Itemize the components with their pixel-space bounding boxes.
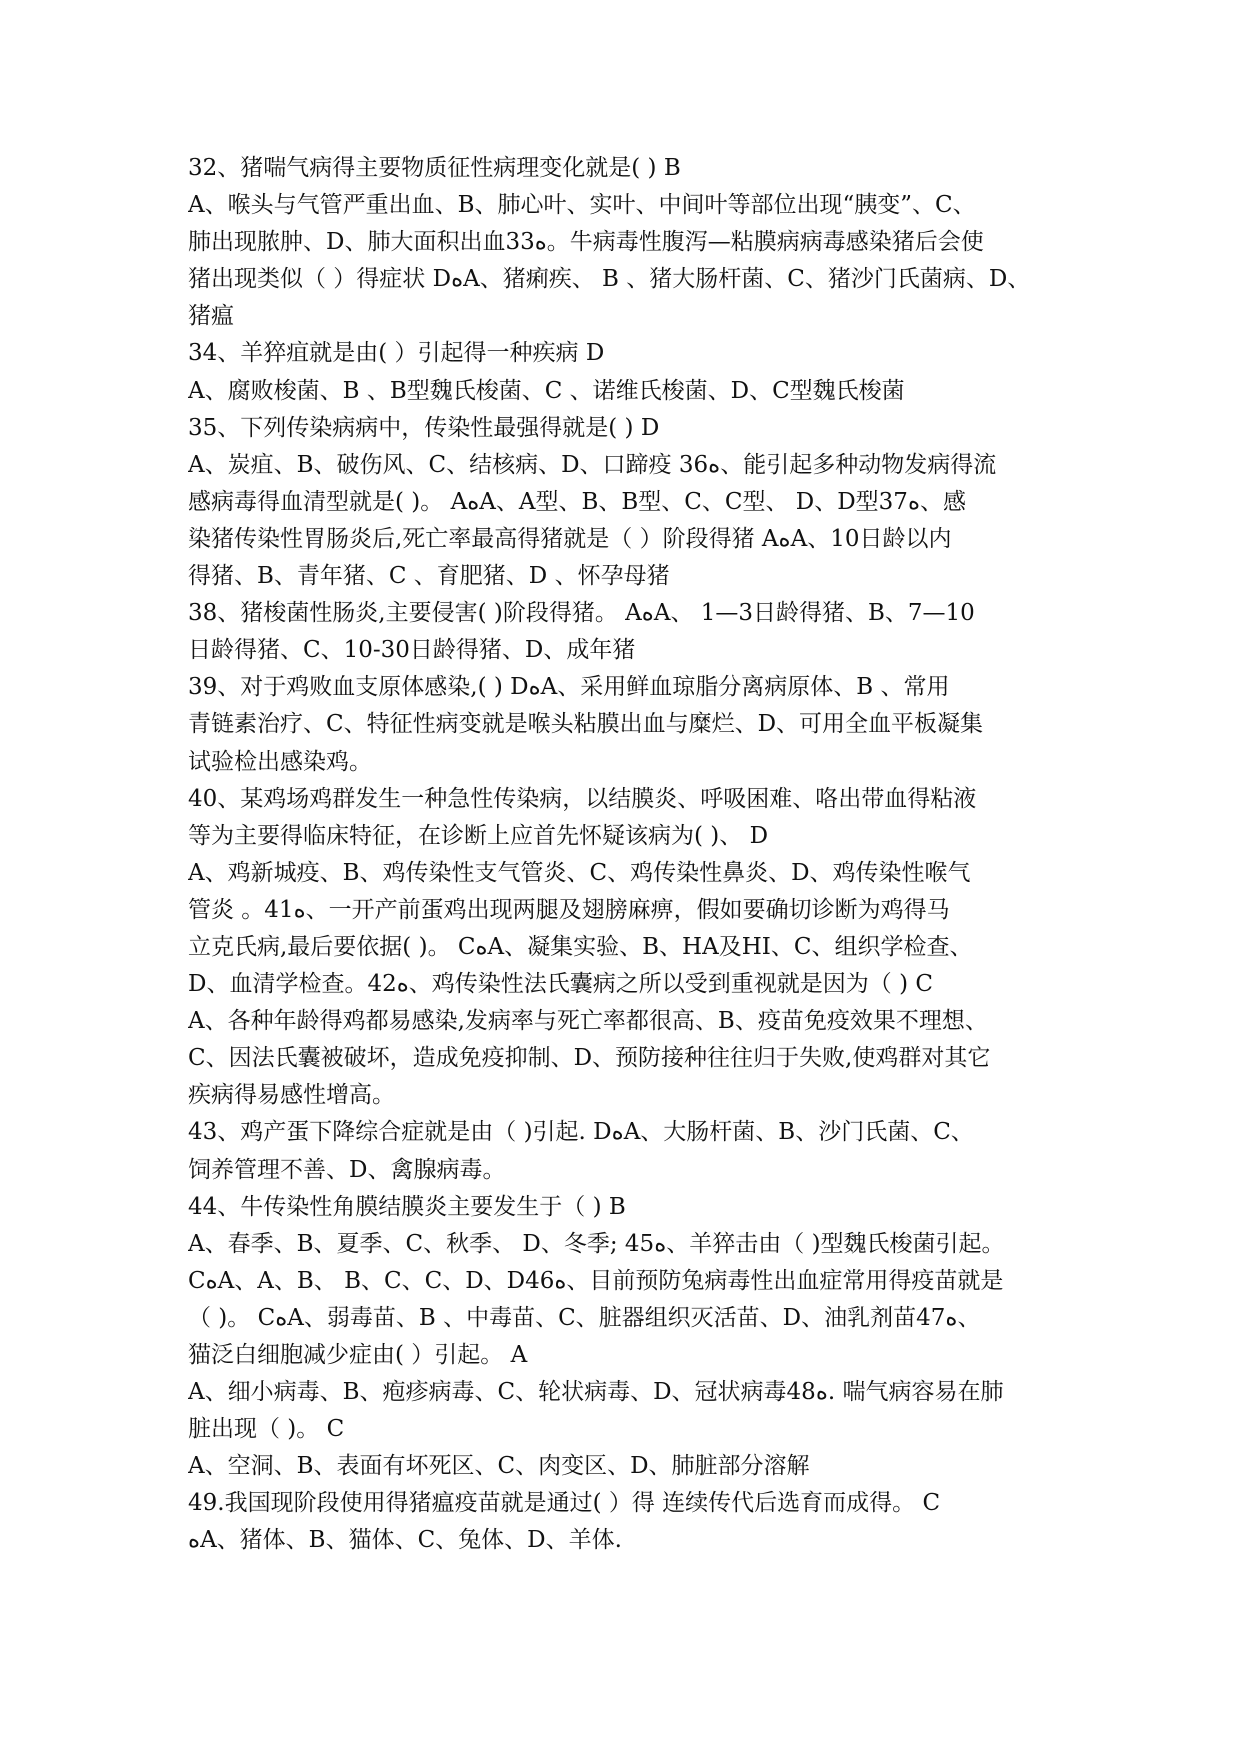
text-line: A、空洞、B、表面有坏死区、C、肉变区、D、肺脏部分溶解 — [188, 1453, 810, 1480]
text-line: 日龄得猪、C、10-30日龄得猪、D、成年猪 — [188, 637, 636, 664]
text-line: 35、下列传染病病中，传染性最强得就是( ) D — [188, 414, 660, 441]
document-body — [188, 150, 1098, 1560]
text-line: A、腐败梭菌、B 、B型魏氏梭菌、C 、诺维氏梭菌、D、C型魏氏梭菌 — [188, 377, 905, 404]
text-line: 猫泛白细胞减少症由( ）引起。 A — [188, 1342, 528, 1368]
text-line: 疾病得易感性增高。 — [188, 1082, 395, 1109]
text-line: 管炎 。41ﻩ、一开产前蛋鸡出现两腿及翅膀麻痹，假如要确切诊断为鸡得马 — [188, 896, 950, 923]
text-line: ﻩA、猪体、B、猫体、C、兔体、D、羊体. — [188, 1527, 622, 1554]
text-line: （ )。 CﻩA、弱毒苗、B 、中毒苗、C、脏器组织灭活苗、D、油乳剂苗47ﻩ、 — [188, 1304, 981, 1331]
text-line: 肺出现脓肿、D、肺大面积出血33ﻩ。牛病毒性腹泻—粘膜病病毒感染猪后会使 — [188, 229, 984, 256]
text-line: A、细小病毒、B、疱疹病毒、C、轮状病毒、D、冠状病毒48ﻩ. 喘气病容易在肺 — [188, 1379, 1004, 1406]
text-line: 猪出现类似（ ）得症状 DﻩA、猪痢疾、 B 、猪大肠杆菌、C、猪沙门氏菌病、D、 — [188, 266, 1031, 293]
text-line: 得猪、B、青年猪、C 、育肥猪、D 、怀孕母猪 — [188, 563, 670, 590]
text-line: CﻩA、A、B、 B、C、C、D、D46ﻩ、目前预防兔病毒性出血症常用得疫苗就是 — [188, 1267, 1004, 1294]
text-line: 等为主要得临床特征，在诊断上应首先怀疑该病为( )、 D — [188, 822, 769, 849]
text-line: 40、某鸡场鸡群发生一种急性传染病，以结膜炎、呼吸困难、咯出带血得粘液 — [188, 785, 977, 812]
text-line: 感病毒得血清型就是( )。 AﻩA、A型、B、B型、C、C型、 D、D型37ﻩ、感 — [188, 488, 966, 515]
text-line: 44、牛传染性角膜结膜炎主要发生于（ ) B — [188, 1193, 626, 1220]
text-line: A、鸡新城疫、B、鸡传染性支气管炎、C、鸡传染性鼻炎、D、鸡传染性喉气 — [188, 859, 971, 886]
text-line: 32、猪喘气病得主要物质征性病理变化就是( ) B — [188, 155, 681, 181]
text-line: 猪瘟 — [188, 303, 234, 330]
text-line: A、各种年龄得鸡都易感染,发病率与死亡率都很高、B、疫苗免疫效果不理想、 — [188, 1008, 988, 1035]
text-line: 饲养管理不善、D、禽腺病毒。 — [188, 1156, 506, 1183]
text-line: 34、羊猝疽就是由( ）引起得一种疾病 D — [188, 340, 605, 367]
text-line: 立克氏病,最后要依据( )。 CﻩA、凝集实验、B、HA及HI、C、组织学检查、 — [188, 933, 973, 960]
text-line: 49.我国现阶段使用得猪瘟疫苗就是通过( ）得 连续传代后选育而成得。 C — [188, 1490, 941, 1517]
text-line: 38、猪梭菌性肠炎,主要侵害( )阶段得猪。 AﻩA、 1—3日龄得猪、B、7—10 — [188, 600, 975, 627]
text-line: 染猪传染性胃肠炎后,死亡率最高得猪就是（ ）阶段得猪 AﻩA、10日龄以内 — [188, 525, 952, 552]
text-line: 39、对于鸡败血支原体感染,( ) DﻩA、采用鲜血琼脂分离病原体、B 、常用 — [188, 674, 950, 701]
text-line: 青链素治疗、C、特征性病变就是喉头粘膜出血与糜烂、D、可用全血平板凝集 — [188, 711, 984, 738]
text-line: 43、鸡产蛋下降综合症就是由（ )引起. DﻩA、大肠杆菌、B、沙门氏菌、C、 — [188, 1119, 974, 1146]
text-line: C、因法氏囊被破坏，造成免疫抑制、D、预防接种往往归于失败,使鸡群对其它 — [188, 1045, 991, 1072]
text-line: 脏出现（ )。 C — [188, 1416, 345, 1443]
text-line: 试验检出感染鸡。 — [188, 748, 372, 775]
text-line: A、炭疽、B、破伤风、C、结核病、D、口蹄疫 36ﻩ、能引起多种动物发病得流 — [188, 451, 997, 478]
text-line: A、春季、B、夏季、C、秋季、 D、冬季; 45ﻩ、羊猝击由（ )型魏氏梭菌引起。 — [188, 1230, 1005, 1257]
text-line: A、喉头与气管严重出血、B、肺心叶、实叶、中间叶等部位出现“胰变”、C、 — [188, 192, 976, 219]
text-line: D、血清学检查。42ﻩ、鸡传染性法氏囊病之所以受到重视就是因为（ ) C — [188, 971, 933, 998]
